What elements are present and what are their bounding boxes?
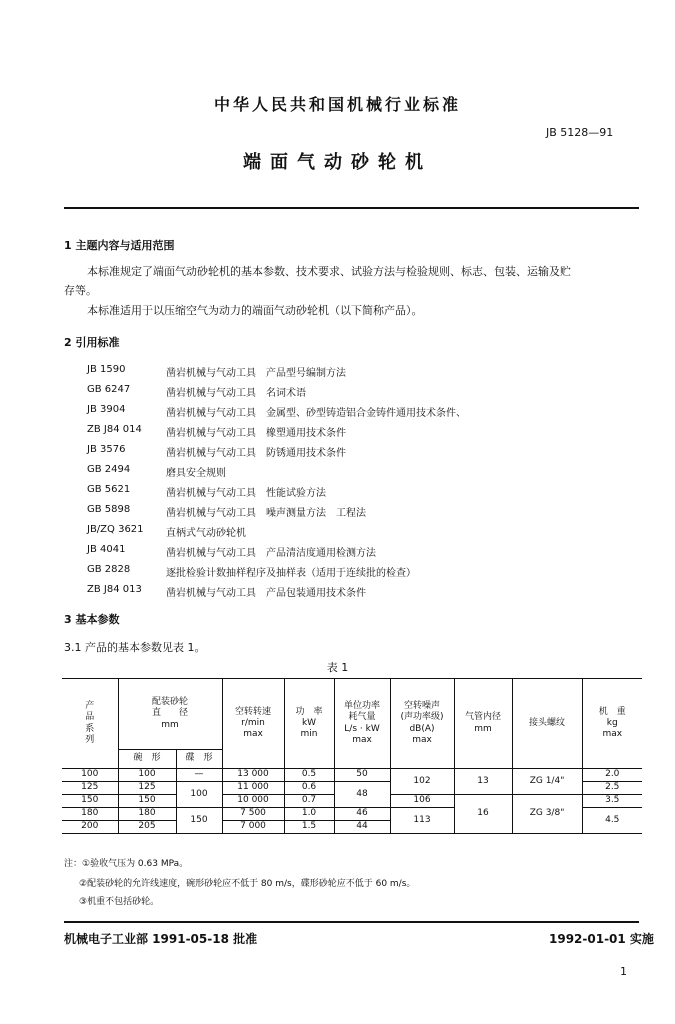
- cell-weight: 3.5: [582, 795, 642, 808]
- top-rule: [64, 207, 639, 209]
- approval-statement: 机械电子工业部 1991-05-18 批准: [64, 932, 258, 946]
- ref-code: JB 3904: [87, 404, 126, 415]
- ref-code: ZB J84 014: [87, 424, 142, 435]
- ref-title: 凿岩机械与气动工具 产品清洁度通用检测方法: [166, 548, 376, 559]
- ref-title: 凿岩机械与气动工具 产品型号编制方法: [166, 368, 346, 379]
- section-3-1-text: 3.1 产品的基本参数见表 1。: [64, 641, 206, 654]
- parameter-table: [62, 678, 642, 834]
- cell-speed: 7 500: [222, 808, 284, 821]
- cell-series: 150: [62, 795, 118, 808]
- section-1-para-2: 本标准适用于以压缩空气为动力的端面气动砂轮机（以下简称产品）。: [87, 304, 423, 317]
- header-hose-diameter: 气管内径 mm: [454, 679, 512, 769]
- header-thread: 接头螺纹: [512, 679, 582, 769]
- cell-bowl: 100: [118, 769, 176, 782]
- cell-weight: 2.0: [582, 769, 642, 782]
- ref-code: JB/ZQ 3621: [87, 524, 144, 535]
- section-1-heading: 1 主题内容与适用范围: [64, 239, 175, 252]
- cell-power: 1.5: [284, 821, 334, 834]
- ref-title: 凿岩机械与气动工具 名词术语: [166, 388, 306, 399]
- cell-power: 0.6: [284, 782, 334, 795]
- cell-thread: ZG 3/8": [512, 795, 582, 834]
- ref-code: JB 1590: [87, 364, 126, 375]
- cell-noise: 113: [390, 808, 454, 834]
- cell-power: 1.0: [284, 808, 334, 821]
- cell-air: 44: [334, 821, 390, 834]
- cell-bowl: 180: [118, 808, 176, 821]
- cell-power: 0.5: [284, 769, 334, 782]
- ref-code: JB 3576: [87, 444, 126, 455]
- cell-thread: ZG 1/4": [512, 769, 582, 795]
- cell-air: 46: [334, 808, 390, 821]
- table-caption: 表 1: [326, 661, 349, 674]
- ref-title: 凿岩机械与气动工具 金属型、砂型铸造铝合金铸件通用技术条件、: [166, 408, 466, 419]
- cell-series: 180: [62, 808, 118, 821]
- cell-dish: 150: [176, 808, 222, 834]
- cell-noise: 106: [390, 795, 454, 808]
- table-row: [62, 769, 642, 782]
- cell-speed: 11 000: [222, 782, 284, 795]
- cell-hose: 16: [454, 795, 512, 834]
- cell-series: 200: [62, 821, 118, 834]
- cell-speed: 10 000: [222, 795, 284, 808]
- cell-bowl: 150: [118, 795, 176, 808]
- ref-code: GB 5621: [87, 484, 131, 495]
- cell-series: 125: [62, 782, 118, 795]
- bottom-rule: [64, 921, 639, 923]
- cell-weight: 2.5: [582, 782, 642, 795]
- header-air-consumption: 单位功率 耗气量 L/s · kW max: [334, 679, 390, 769]
- ref-title: 凿岩机械与气动工具 性能试验方法: [166, 488, 326, 499]
- cell-weight: 4.5: [582, 808, 642, 834]
- ref-title: 凿岩机械与气动工具 产品包装通用技术条件: [166, 588, 366, 599]
- ref-title: 逐批检验计数抽样程序及抽样表（适用于连续批的检查）: [166, 568, 416, 579]
- cell-dish: —: [176, 769, 222, 782]
- ref-code: GB 2828: [87, 564, 131, 575]
- ref-title: 凿岩机械与气动工具 防锈通用技术条件: [166, 448, 346, 459]
- cell-bowl: 125: [118, 782, 176, 795]
- header-dish: 碟 形: [176, 750, 222, 769]
- cell-dish: 100: [176, 782, 222, 808]
- table-note-2: ②配装砂轮的允许线速度，碗形砂轮应不低于 80 m/s，碟形砂轮应不低于 60 m/s。: [79, 879, 416, 889]
- ref-title: 凿岩机械与气动工具 噪声测量方法 工程法: [166, 508, 366, 519]
- cell-air: 50: [334, 769, 390, 782]
- table-note-3: ③机重不包括砂轮。: [79, 897, 160, 907]
- cell-hose: 13: [454, 769, 512, 795]
- standard-number: JB 5128—91: [546, 126, 614, 139]
- header-wheel-diameter: 配装砂轮 直 径 mm: [118, 679, 222, 750]
- cell-power: 0.7: [284, 795, 334, 808]
- ref-code: JB 4041: [87, 544, 126, 555]
- table-note-1: 注：①验收气压为 0.63 MPa。: [64, 859, 189, 869]
- cell-series: 100: [62, 769, 118, 782]
- header-power: 功 率 kW min: [284, 679, 334, 769]
- cell-speed: 13 000: [222, 769, 284, 782]
- header-weight: 机 重 kg max: [582, 679, 642, 769]
- ref-title: 直柄式气动砂轮机: [166, 528, 246, 539]
- cell-speed: 7 000: [222, 821, 284, 834]
- section-2-heading: 2 引用标准: [64, 336, 120, 349]
- section-1-para-1-line-1: 本标准规定了端面气动砂轮机的基本参数、技术要求、试验方法与检验规则、标志、包装、运输及贮: [87, 265, 571, 278]
- document-title: 端面气动砂轮机: [243, 152, 432, 173]
- header-bowl: 碗 形: [118, 750, 176, 769]
- section-3-heading: 3 基本参数: [64, 613, 120, 626]
- ref-title: 磨具安全规则: [166, 468, 226, 479]
- ref-code: ZB J84 013: [87, 584, 142, 595]
- cell-air: 48: [334, 782, 390, 808]
- org-title: 中华人民共和国机械行业标准: [213, 95, 461, 114]
- ref-code: GB 6247: [87, 384, 131, 395]
- section-1-para-1-line-2: 存等。: [64, 284, 97, 297]
- page-number: 1: [620, 965, 627, 978]
- ref-code: GB 2494: [87, 464, 131, 475]
- ref-title: 凿岩机械与气动工具 橡塑通用技术条件: [166, 428, 346, 439]
- cell-bowl: 205: [118, 821, 176, 834]
- cell-noise: 102: [390, 769, 454, 795]
- header-series: 产 品 系 列: [62, 679, 118, 769]
- effective-date: 1992-01-01 实施: [549, 932, 654, 946]
- header-noise: 空转噪声 (声功率级) dB(A) max: [390, 679, 454, 769]
- ref-code: GB 5898: [87, 504, 131, 515]
- header-speed: 空转转速 r/min max: [222, 679, 284, 769]
